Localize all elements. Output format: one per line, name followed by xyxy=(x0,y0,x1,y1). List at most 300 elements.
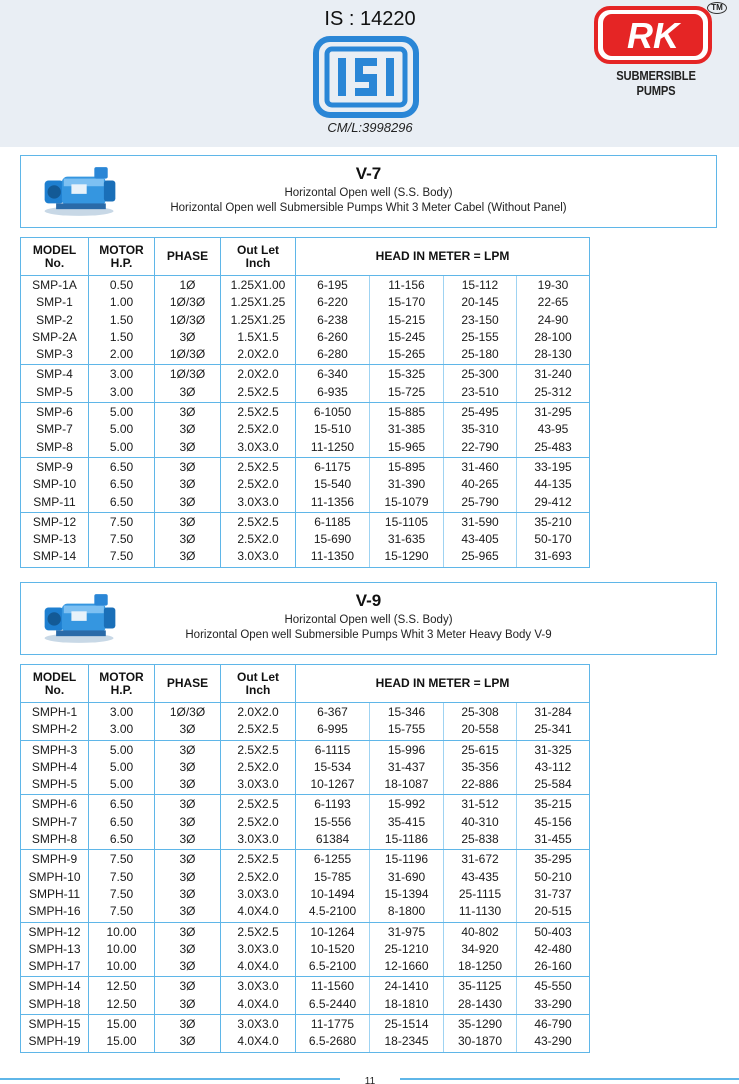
cell-value: 35-215 xyxy=(534,797,572,812)
header-label: Out Let Inch xyxy=(237,669,279,697)
cell-value: 18-1087 xyxy=(384,777,429,792)
cell-value: 4.0X4.0 xyxy=(237,996,279,1011)
cell-value: 3Ø xyxy=(179,532,196,547)
cml-number: CM/L:3998296 xyxy=(327,120,413,135)
cell-value: 7.50 xyxy=(109,549,134,564)
cell-value: 6.50 xyxy=(109,797,134,812)
outlet-cell xyxy=(221,512,296,567)
head-lpm-cell xyxy=(370,850,444,922)
cell-value: SMP-8 xyxy=(36,439,73,454)
cell-value: 5.00 xyxy=(109,439,134,454)
phase-cell xyxy=(155,403,221,458)
cell-value: 3Ø xyxy=(179,797,196,812)
cell-value: 6-1255 xyxy=(313,852,352,867)
cell-value: 3.0X3.0 xyxy=(237,886,279,901)
cell-value: 30-1870 xyxy=(457,1034,503,1049)
cell-value: 15-325 xyxy=(387,367,426,382)
cell-value: 15-540 xyxy=(313,477,352,492)
cell-value: 26-160 xyxy=(534,959,572,974)
head-lpm-cell xyxy=(370,740,444,795)
cell-value: 2.5X2.5 xyxy=(237,459,279,474)
head-lpm-cell xyxy=(444,703,517,741)
cell-value: 45-550 xyxy=(534,979,572,994)
outlet-cell xyxy=(221,850,296,922)
cell-value: SMP-13 xyxy=(32,532,77,547)
model-cell xyxy=(21,403,89,458)
cell-value: 3Ø xyxy=(179,722,196,737)
cell-value: SMPH-5 xyxy=(31,777,78,792)
cell-value: 19-30 xyxy=(537,278,569,292)
cell-value: 35-295 xyxy=(534,852,572,867)
model-cell xyxy=(21,850,89,922)
table-row-group xyxy=(21,977,590,1015)
head-lpm-cell xyxy=(370,403,444,458)
cell-value: 3Ø xyxy=(179,459,196,474)
column-header-phase xyxy=(155,665,221,703)
head-lpm-cell xyxy=(370,795,444,850)
table-row-group xyxy=(21,1015,590,1053)
outlet-cell xyxy=(221,703,296,741)
header-label: HEAD IN METER = LPM xyxy=(375,676,510,690)
cell-value: 15-1196 xyxy=(384,852,429,867)
cell-value: 50-210 xyxy=(534,869,572,884)
head-lpm-cell xyxy=(517,795,590,850)
column-header-head xyxy=(296,238,590,276)
outlet-cell xyxy=(221,1015,296,1053)
cell-value: 15-265 xyxy=(387,347,426,362)
cell-value: 6.5-2100 xyxy=(308,959,357,974)
model-cell xyxy=(21,703,89,741)
phase-cell xyxy=(155,922,221,977)
head-lpm-cell xyxy=(296,1015,370,1053)
cell-value: 4.0X4.0 xyxy=(237,959,279,974)
cell-value: 11-1130 xyxy=(458,904,502,919)
cell-value: 15-690 xyxy=(313,532,352,547)
cell-value: 35-310 xyxy=(461,422,499,437)
cell-value: 3.0X3.0 xyxy=(237,941,279,956)
cell-value: 3Ø xyxy=(179,405,196,420)
motor-hp-cell xyxy=(89,1015,155,1053)
cell-value: SMP-2 xyxy=(36,312,73,327)
cell-value: 3.00 xyxy=(109,705,134,719)
head-lpm-cell xyxy=(444,977,517,1015)
model-cell xyxy=(21,457,89,512)
cell-value: 0.50 xyxy=(109,278,134,292)
cell-value: 6.50 xyxy=(109,832,134,847)
table-row-group xyxy=(21,365,590,403)
cell-value: SMPH-16 xyxy=(28,904,81,919)
cell-value: 20-558 xyxy=(461,722,499,737)
cell-value: 44-135 xyxy=(534,477,572,492)
cell-value: 3Ø xyxy=(179,852,196,867)
cell-value: SMPH-7 xyxy=(31,814,78,829)
cell-value: 8-1800 xyxy=(387,904,426,919)
cell-value: 7.50 xyxy=(109,532,134,547)
phase-cell xyxy=(155,703,221,741)
head-lpm-cell xyxy=(370,365,444,403)
cell-value: 15-785 xyxy=(313,869,352,884)
cell-value: 3Ø xyxy=(179,941,196,956)
cell-value: 31-690 xyxy=(387,869,426,884)
brand-subtitle: SUBMERSIBLE PUMPS xyxy=(616,68,696,98)
motor-hp-cell xyxy=(89,795,155,850)
cell-value: 31-390 xyxy=(387,477,426,492)
cell-value: SMPH-14 xyxy=(28,979,81,994)
head-lpm-cell xyxy=(296,740,370,795)
phase-cell xyxy=(155,365,221,403)
cell-value: SMP-1A xyxy=(32,278,77,292)
head-lpm-cell xyxy=(370,1015,444,1053)
cell-value: 3.00 xyxy=(109,384,134,399)
cell-value: SMPH-4 xyxy=(31,759,78,774)
cell-value: 25-965 xyxy=(461,549,499,564)
cell-value: 3Ø xyxy=(179,869,196,884)
isi-mark-icon xyxy=(313,36,419,118)
header-label: PHASE xyxy=(166,249,209,263)
outlet-cell xyxy=(221,365,296,403)
section-title: V-7 xyxy=(355,164,382,183)
cell-value: 1.50 xyxy=(109,312,134,327)
cell-value: SMPH-2 xyxy=(31,722,78,737)
cell-value: 10-1520 xyxy=(310,941,355,956)
cell-value: 2.5X2.0 xyxy=(237,814,279,829)
cell-value: 25-790 xyxy=(461,494,499,509)
cell-value: 33-195 xyxy=(534,459,572,474)
head-lpm-cell xyxy=(296,977,370,1015)
head-lpm-cell xyxy=(296,795,370,850)
phase-cell xyxy=(155,457,221,512)
cell-value: 3Ø xyxy=(179,814,196,829)
cell-value: 12-1660 xyxy=(384,959,429,974)
phase-cell xyxy=(155,276,221,365)
cell-value: 15-534 xyxy=(313,759,352,774)
cell-value: 3Ø xyxy=(179,979,196,994)
cell-value: 15-1079 xyxy=(384,494,429,509)
motor-hp-cell xyxy=(89,922,155,977)
head-lpm-cell xyxy=(444,365,517,403)
head-lpm-cell xyxy=(517,403,590,458)
outlet-cell xyxy=(221,740,296,795)
cell-value: 3Ø xyxy=(179,904,196,919)
column-header-outlet xyxy=(221,238,296,276)
cell-value: SMPH-3 xyxy=(31,742,78,757)
header-label: HEAD IN METER = LPM xyxy=(375,249,510,263)
cell-value: 4.0X4.0 xyxy=(237,904,279,919)
cell-value: 3Ø xyxy=(179,832,196,847)
cell-value: 25-483 xyxy=(534,439,572,454)
cell-value: 2.5X2.0 xyxy=(237,759,279,774)
cell-value: 6-1115 xyxy=(314,742,351,757)
cell-value: SMPH-8 xyxy=(31,832,78,847)
head-lpm-cell xyxy=(517,365,590,403)
head-lpm-cell xyxy=(370,977,444,1015)
cell-value: SMPH-12 xyxy=(28,924,81,939)
cell-value: SMPH-17 xyxy=(28,959,81,974)
table-row-group xyxy=(21,703,590,741)
table-row-group xyxy=(21,795,590,850)
section-description: Horizontal Open well Submersible Pumps Whit 3 Meter Cabel (Without Panel) xyxy=(170,202,567,214)
cell-value: 28-1430 xyxy=(457,996,503,1011)
head-lpm-cell xyxy=(370,512,444,567)
cell-value: 15-556 xyxy=(313,814,352,829)
cell-value: 42-480 xyxy=(534,941,572,956)
cell-value: 25-1210 xyxy=(384,941,429,956)
cell-value: 6.5-2440 xyxy=(308,996,357,1011)
cell-value: 31-295 xyxy=(534,405,572,420)
head-lpm-cell xyxy=(517,703,590,741)
head-lpm-cell xyxy=(444,512,517,567)
cell-value: 15-755 xyxy=(387,722,426,737)
section-v7-header xyxy=(20,155,717,228)
cell-value: 25-300 xyxy=(461,367,499,382)
head-lpm-cell xyxy=(517,276,590,365)
cell-value: 25-584 xyxy=(534,777,572,792)
cell-value: 3Ø xyxy=(179,996,196,1011)
cell-value: 43-95 xyxy=(537,422,569,437)
cell-value: 3.0X3.0 xyxy=(237,832,279,847)
head-lpm-cell xyxy=(296,276,370,365)
cell-value: 10-1264 xyxy=(310,924,355,939)
cell-value: 43-405 xyxy=(461,532,499,547)
cell-value: 2.00 xyxy=(109,347,134,362)
cell-value: SMP-1 xyxy=(36,295,73,310)
header-label: Out Let Inch xyxy=(237,242,279,270)
head-lpm-cell xyxy=(444,850,517,922)
model-cell xyxy=(21,276,89,365)
cell-value: 3Ø xyxy=(179,1034,196,1049)
cell-value: 11-156 xyxy=(388,278,425,292)
cell-value: 23-150 xyxy=(461,312,499,327)
cell-value: 12.50 xyxy=(106,979,137,994)
cell-value: 2.0X2.0 xyxy=(237,347,279,362)
header-label: MOTOR H.P. xyxy=(99,669,144,697)
cell-value: 1Ø/3Ø xyxy=(169,347,206,362)
table-body xyxy=(21,276,590,568)
cell-value: 6-1175 xyxy=(314,459,351,474)
cell-value: 1.25X1.25 xyxy=(230,312,286,327)
page-number: 11 xyxy=(340,1076,400,1084)
motor-hp-cell xyxy=(89,457,155,512)
head-lpm-cell xyxy=(444,457,517,512)
cell-value: 3Ø xyxy=(179,514,196,529)
header-label: MODEL No. xyxy=(32,669,77,697)
cell-value: 31-325 xyxy=(534,742,572,757)
table-row-group xyxy=(21,512,590,567)
cell-value: 31-385 xyxy=(387,422,426,437)
head-lpm-cell xyxy=(444,403,517,458)
cell-value: 6-260 xyxy=(317,329,348,344)
cell-value: 15-996 xyxy=(387,742,426,757)
cell-value: 25-1514 xyxy=(384,1017,429,1032)
cell-value: 1Ø/3Ø xyxy=(169,312,206,327)
cell-value: 31-437 xyxy=(387,759,426,774)
cell-value: 31-737 xyxy=(534,886,572,901)
phase-cell xyxy=(155,1015,221,1053)
head-lpm-cell xyxy=(296,365,370,403)
cell-value: 6-195 xyxy=(317,278,348,292)
cell-value: 6-367 xyxy=(317,705,348,719)
cell-value: 43-290 xyxy=(534,1034,572,1049)
cell-value: SMP-14 xyxy=(32,549,77,564)
head-lpm-cell xyxy=(370,922,444,977)
page-header xyxy=(0,0,739,147)
cell-value: SMP-4 xyxy=(36,367,73,382)
cell-value: SMPH-11 xyxy=(28,886,81,901)
cell-value: 25-1115 xyxy=(458,886,502,901)
head-lpm-cell xyxy=(517,1015,590,1053)
cell-value: 6.50 xyxy=(109,477,134,492)
cell-value: 1.5X1.5 xyxy=(237,329,279,344)
table-row-group xyxy=(21,276,590,365)
header-label: MOTOR H.P. xyxy=(99,242,144,270)
rk-brand-logo xyxy=(594,6,712,64)
cell-value: 35-1125 xyxy=(458,979,502,994)
cell-value: 6-280 xyxy=(317,347,348,362)
cell-value: 18-1250 xyxy=(457,959,503,974)
table-row-group xyxy=(21,403,590,458)
cell-value: 61384 xyxy=(315,832,350,847)
motor-hp-cell xyxy=(89,276,155,365)
model-cell xyxy=(21,365,89,403)
cell-value: 1Ø/3Ø xyxy=(169,705,206,719)
cell-value: SMPH-6 xyxy=(31,797,78,812)
cell-value: 3.00 xyxy=(109,722,134,737)
cell-value: 3.0X3.0 xyxy=(237,549,279,564)
cell-value: 3Ø xyxy=(179,759,196,774)
cell-value: 15-885 xyxy=(387,405,426,420)
head-lpm-cell xyxy=(517,740,590,795)
cell-value: 15-170 xyxy=(387,295,426,310)
table-row-group xyxy=(21,740,590,795)
cell-value: 3Ø xyxy=(179,924,196,939)
cell-value: 25-495 xyxy=(461,405,499,420)
column-header-model xyxy=(21,665,89,703)
cell-value: 1Ø/3Ø xyxy=(169,295,206,310)
cell-value: 15-112 xyxy=(461,278,499,292)
cell-value: 11-1350 xyxy=(310,549,355,564)
cell-value: 3Ø xyxy=(179,959,196,974)
svg-text:RK: RK xyxy=(627,15,679,56)
cell-value: 3Ø xyxy=(179,439,196,454)
motor-hp-cell xyxy=(89,512,155,567)
header-label: MODEL No. xyxy=(32,242,77,270)
cell-value: 2.5X2.5 xyxy=(237,722,279,737)
cell-value: SMP-2A xyxy=(32,329,77,344)
head-lpm-cell xyxy=(517,850,590,922)
cell-value: 6-1193 xyxy=(314,797,351,812)
cell-value: 2.5X2.0 xyxy=(237,532,279,547)
cell-value: 28-100 xyxy=(534,329,572,344)
cell-value: 3.00 xyxy=(109,367,134,382)
table-row-group xyxy=(21,850,590,922)
cell-value: SMP-6 xyxy=(36,405,73,420)
section-description: Horizontal Open well (S.S. Body) xyxy=(284,187,453,199)
cell-value: 28-130 xyxy=(534,347,572,362)
cell-value: 31-460 xyxy=(461,459,499,474)
cell-value: SMP-11 xyxy=(33,494,76,509)
cell-value: 5.00 xyxy=(109,742,134,757)
cell-value: 31-635 xyxy=(387,532,426,547)
table-row-group xyxy=(21,457,590,512)
cell-value: 20-515 xyxy=(534,904,572,919)
motor-hp-cell xyxy=(89,403,155,458)
motor-hp-cell xyxy=(89,850,155,922)
cell-value: 6.5-2680 xyxy=(308,1034,357,1049)
spec-table-v7 xyxy=(20,237,590,568)
column-header-model xyxy=(21,238,89,276)
cell-value: 11-1250 xyxy=(310,439,355,454)
model-cell xyxy=(21,795,89,850)
head-lpm-cell xyxy=(296,850,370,922)
cell-value: 2.5X2.5 xyxy=(237,924,279,939)
cell-value: 43-112 xyxy=(534,759,572,774)
cell-value: 50-170 xyxy=(534,532,572,547)
cell-value: 31-590 xyxy=(461,514,499,529)
cell-value: 2.5X2.0 xyxy=(237,477,279,492)
cell-value: SMP-5 xyxy=(36,384,73,399)
head-lpm-cell xyxy=(517,512,590,567)
phase-cell xyxy=(155,740,221,795)
cell-value: 6.50 xyxy=(109,494,134,509)
cell-value: 31-284 xyxy=(534,705,572,719)
model-cell xyxy=(21,740,89,795)
model-cell xyxy=(21,512,89,567)
cell-value: 2.5X2.5 xyxy=(237,797,279,812)
motor-hp-cell xyxy=(89,365,155,403)
model-cell xyxy=(21,1015,89,1053)
cell-value: 2.5X2.0 xyxy=(237,869,279,884)
cell-value: 7.50 xyxy=(109,869,134,884)
cell-value: 15-965 xyxy=(387,439,426,454)
model-cell xyxy=(21,922,89,977)
cell-value: 25-308 xyxy=(461,705,499,719)
cell-value: 6-995 xyxy=(317,722,348,737)
phase-cell xyxy=(155,512,221,567)
cell-value: SMPH-15 xyxy=(28,1017,81,1032)
cell-value: SMPH-18 xyxy=(28,996,81,1011)
cell-value: 2.5X2.5 xyxy=(237,852,279,867)
phase-cell xyxy=(155,850,221,922)
cell-value: 1.25X1.25 xyxy=(230,295,286,310)
column-header-head xyxy=(296,665,590,703)
cell-value: 31-975 xyxy=(387,924,426,939)
cell-value: 11-1560 xyxy=(310,979,355,994)
cell-value: 4.0X4.0 xyxy=(237,1034,279,1049)
cell-value: 18-1810 xyxy=(384,996,429,1011)
cell-value: SMP-7 xyxy=(36,422,73,437)
head-lpm-cell xyxy=(517,922,590,977)
section-title: V-9 xyxy=(355,591,382,610)
is-standard-label: IS : 14220 xyxy=(324,8,416,30)
cell-value: SMP-9 xyxy=(36,459,73,474)
cell-value: 35-356 xyxy=(461,759,499,774)
cell-value: 40-802 xyxy=(461,924,499,939)
cell-value: 2.5X2.5 xyxy=(237,514,279,529)
cell-value: 2.5X2.5 xyxy=(237,742,279,757)
cell-value: 25-155 xyxy=(461,329,499,344)
head-lpm-cell xyxy=(370,276,444,365)
section-v9-header xyxy=(20,582,717,655)
cell-value: SMPH-10 xyxy=(28,869,81,884)
cell-value: 40-265 xyxy=(461,477,499,492)
cell-value: 6-340 xyxy=(317,367,348,382)
column-header-motor xyxy=(89,238,155,276)
cell-value: 43-435 xyxy=(461,869,499,884)
cell-value: 35-1290 xyxy=(457,1017,503,1032)
cell-value: 3Ø xyxy=(179,477,196,492)
head-lpm-cell xyxy=(444,276,517,365)
cell-value: SMPH-19 xyxy=(28,1034,81,1049)
